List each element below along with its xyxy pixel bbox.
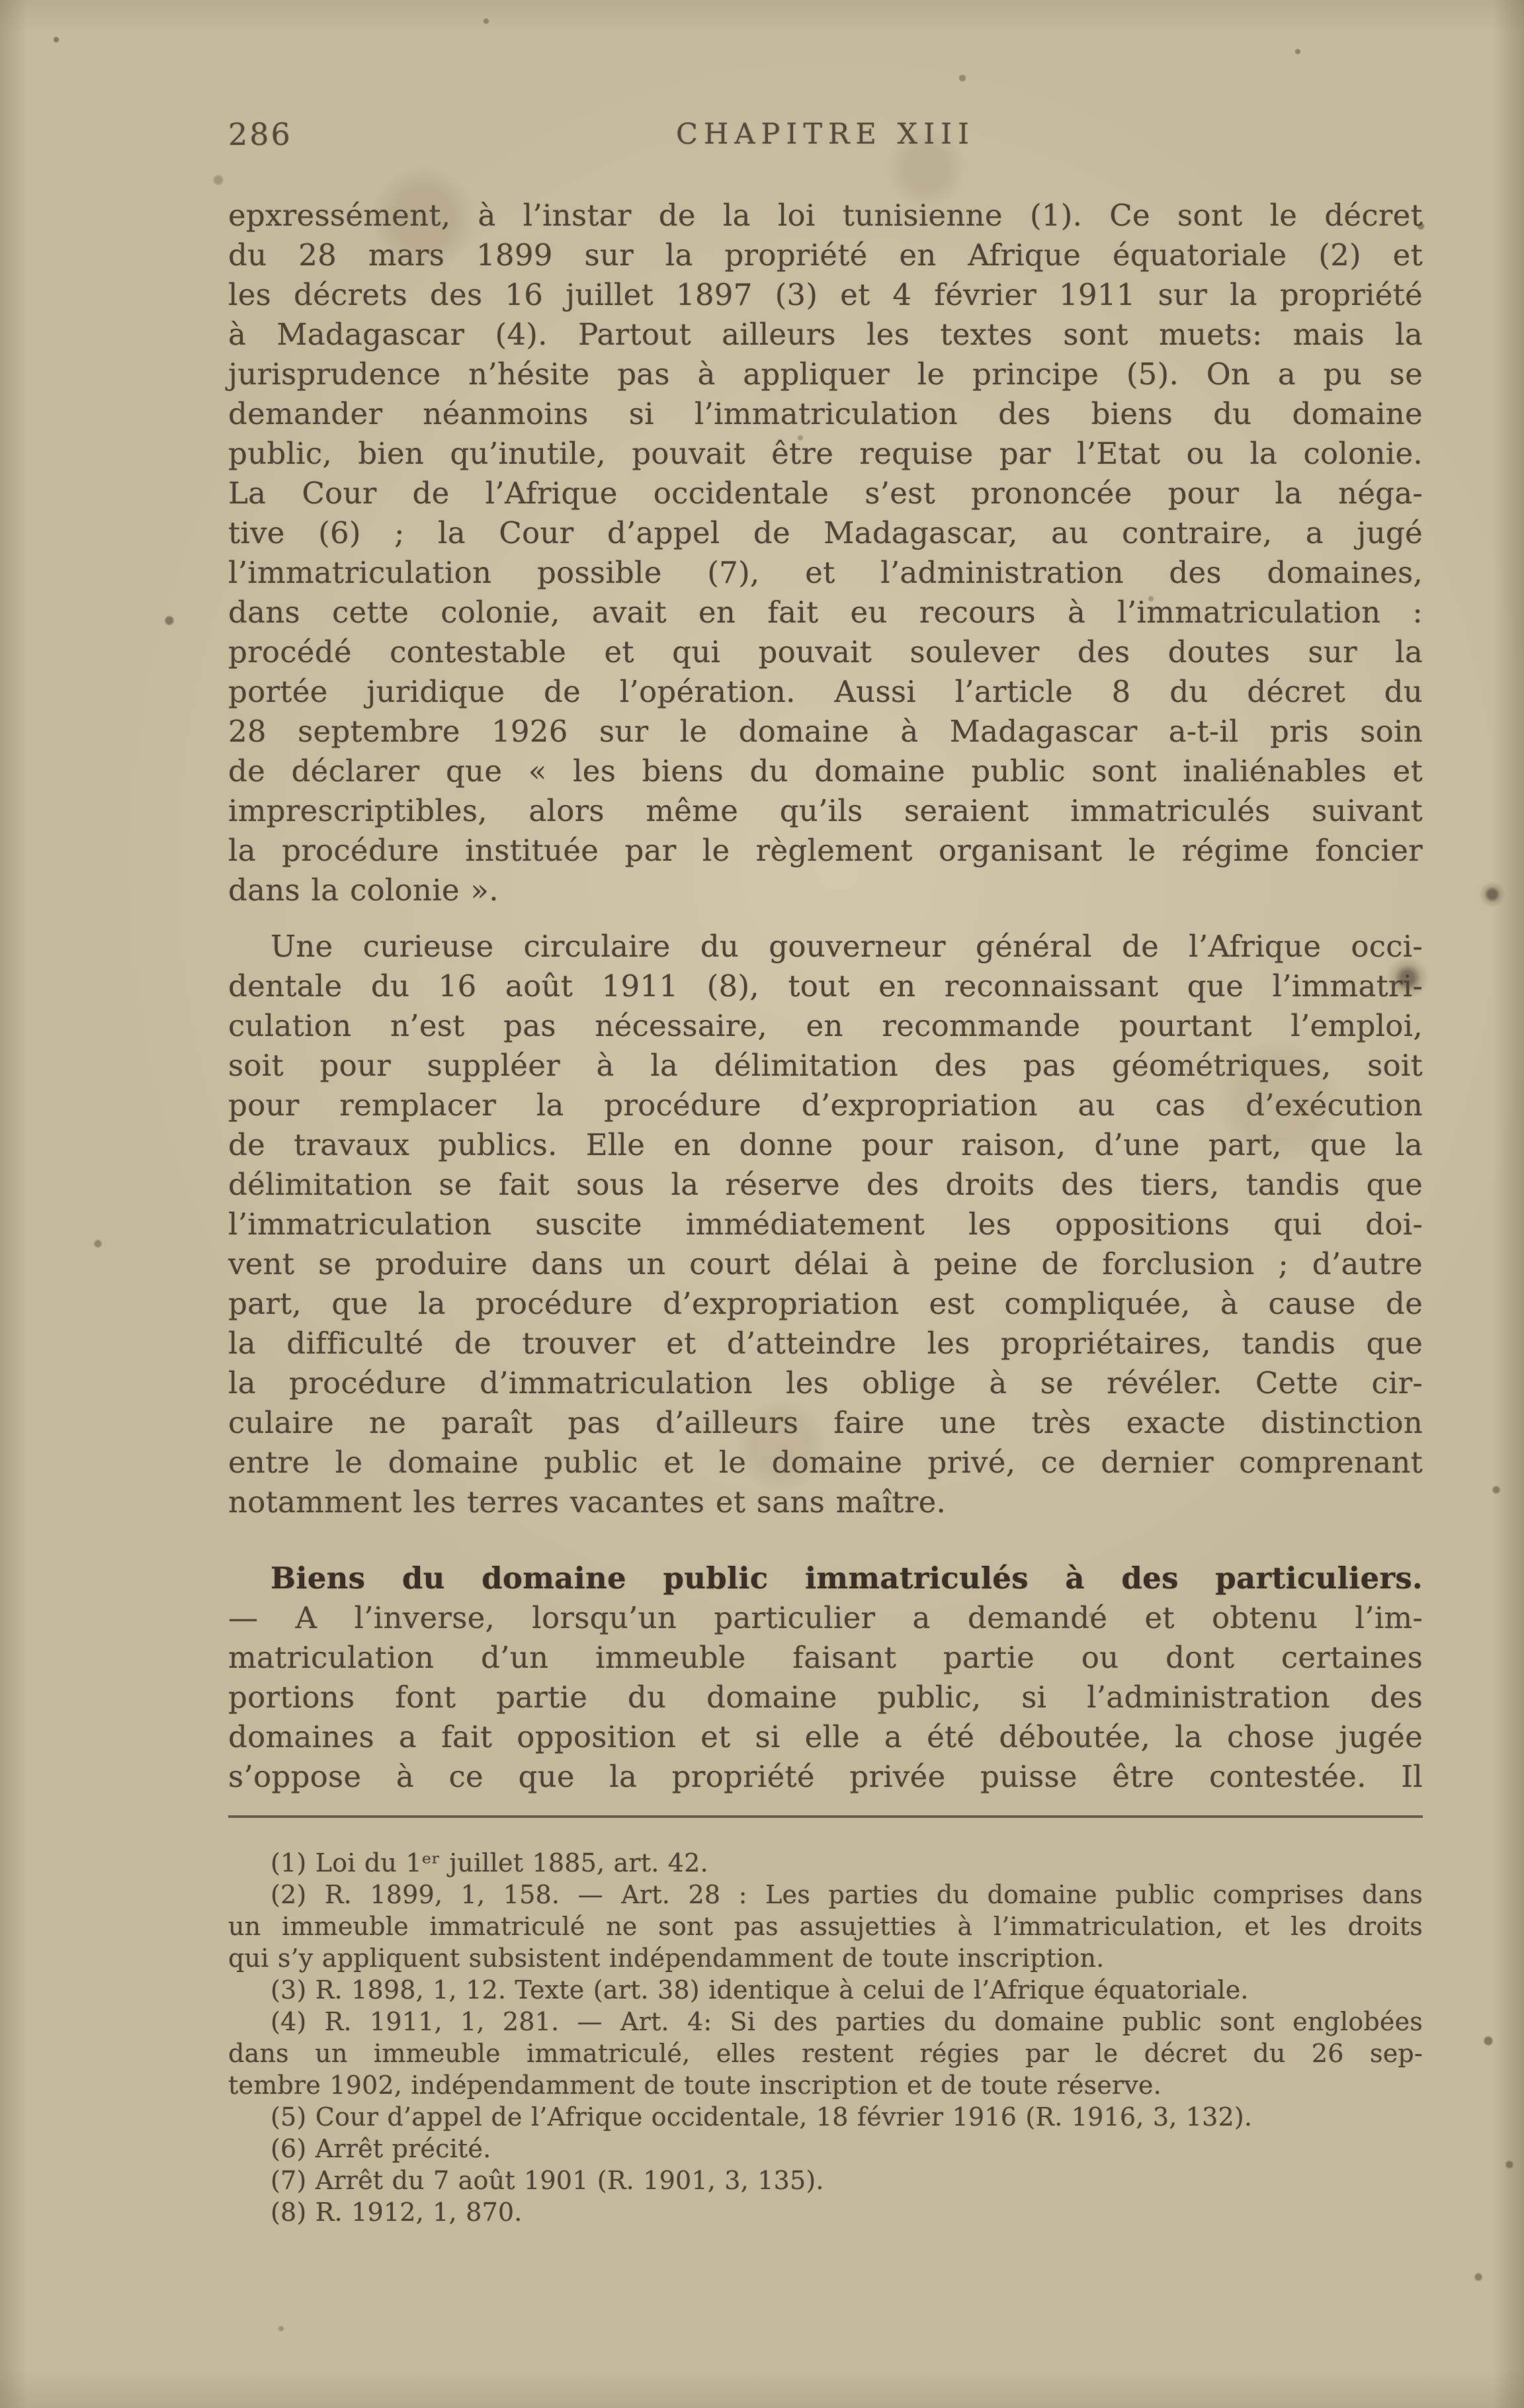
footnote — [228, 2006, 1423, 2101]
body-paragraph — [228, 927, 1423, 1522]
footnote — [228, 1974, 1423, 2006]
text-line: de déclarer que « les biens du domaine public sont inaliénables et — [228, 753, 1423, 789]
text-line: (7) Arrêt du 7 août 1901 (R. 1901, 3, 135). — [271, 2166, 824, 2195]
text-line: la procédure instituée par le règlement organisant le régime foncier — [228, 833, 1423, 868]
text-line: dentale du 16 août 1911 (8), tout en reconnaissant que l’immatri- — [228, 968, 1423, 1004]
running-head — [228, 116, 1423, 156]
text-line: (8) R. 1912, 1, 870. — [271, 2198, 523, 2227]
text-line: (2) R. 1899, 1, 158. — Art. 28 : Les parties du domaine public comprises dans — [271, 1880, 1423, 1909]
footnote — [228, 2165, 1423, 2196]
footnotes — [228, 1847, 1423, 2228]
text-line: (5) Cour d’appel de l’Afrique occidentale, 18 février 1916 (R. 1916, 3, 132). — [271, 2102, 1253, 2131]
footnote — [228, 2133, 1423, 2165]
chapter-header: CHAPITRE XIII — [675, 118, 976, 151]
footnote — [228, 2101, 1423, 2133]
text-line: dans cette colonie, avait en fait eu recours à l’immatriculation : — [228, 595, 1423, 630]
text-line: délimitation se fait sous la réserve des droits des tiers, tandis que — [228, 1167, 1423, 1202]
text-line: du 28 mars 1899 sur la propriété en Afrique équatoriale (2) et — [228, 237, 1423, 273]
text-line: (3) R. 1898, 1, 12. Texte (art. 38) identique à celui de l’Afrique équatoriale. — [271, 1975, 1249, 2004]
text-line: (4) R. 1911, 1, 281. — Art. 4: Si des parties du domaine public sont englobées — [271, 2007, 1423, 2036]
text-line: (1) Loi du 1ᵉʳ juillet 1885, art. 42. — [271, 1848, 708, 1877]
footnote — [228, 1847, 1423, 1879]
footnote — [228, 1879, 1423, 1974]
body-paragraph — [228, 1559, 1423, 1797]
text-line: culaire ne paraît pas d’ailleurs faire une très exacte distinction — [228, 1405, 1423, 1440]
text-line: un immeuble immatriculé ne sont pas assujetties à l’immatriculation, et les droits — [228, 1912, 1423, 1941]
text-line: demander néanmoins si l’immatriculation des biens du domaine — [228, 396, 1423, 431]
text-line: tive (6) ; la Cour d’appel de Madagascar, au contraire, a jugé — [228, 515, 1423, 550]
text-line: dans la colonie ». — [228, 873, 499, 908]
text-line: procédé contestable et qui pouvait soulever des doutes sur la — [228, 634, 1423, 669]
text-line: public, bien qu’inutile, pouvait être requise par l’Etat ou la colonie. — [228, 436, 1423, 471]
text-line: à Madagascar (4). Partout ailleurs les textes sont muets: mais la — [228, 317, 1423, 352]
text-line: de travaux publics. Elle en donne pour raison, d’une part, que la — [228, 1127, 1423, 1162]
text-line: les décrets des 16 juillet 1897 (3) et 4 février 1911 sur la propriété — [228, 277, 1423, 312]
text-line: (6) Arrêt précité. — [271, 2134, 491, 2163]
text-line: notamment les terres vacantes et sans maître. — [228, 1484, 947, 1520]
text-line: — A l’inverse, lorsqu’un particulier a demandé et obtenu l’im- — [228, 1600, 1423, 1635]
text-line: l’immatriculation suscite immédiatement les oppositions qui doi- — [228, 1207, 1423, 1242]
text-line: Biens du domaine public immatriculés à des particuliers. — [271, 1561, 1423, 1596]
text-line: soit pour suppléer à la délimitation des pas géométriques, soit — [228, 1048, 1423, 1083]
body-paragraph — [228, 196, 1423, 910]
text-line: dans un immeuble immatriculé, elles restent régies par le décret du 26 sep- — [228, 2039, 1423, 2068]
text-line: tembre 1902, indépendamment de toute inscription et de toute réserve. — [228, 2071, 1162, 2100]
text-line: l’immatriculation possible (7), et l’administration des domaines, — [228, 555, 1423, 590]
text-line: 28 septembre 1926 sur le domaine à Madagascar a-t-il pris soin — [228, 714, 1423, 749]
text-line: portée juridique de l’opération. Aussi l’article 8 du décret du — [228, 674, 1423, 709]
page-number: 286 — [228, 116, 292, 152]
text-line: La Cour de l’Afrique occidentale s’est prononcée pour la néga- — [228, 476, 1423, 511]
text-line: qui s’y appliquent subsistent indépendamment de toute inscription. — [228, 1944, 1105, 1973]
text-line: matriculation d’un immeuble faisant partie ou dont certaines — [228, 1640, 1423, 1675]
footnote — [228, 2196, 1423, 2228]
text-line: culation n’est pas nécessaire, en recommande pourtant l’emploi, — [228, 1008, 1423, 1043]
text-line: Une curieuse circulaire du gouverneur général de l’Afrique occi- — [271, 929, 1423, 964]
text-line: la difficulté de trouver et d’atteindre les propriétaires, tandis que — [228, 1326, 1423, 1361]
text-line: part, que la procédure d’expropriation est compliquée, à cause de — [228, 1286, 1423, 1321]
text-line: epxressément, à l’instar de la loi tunisienne (1). Ce sont le décret — [228, 198, 1423, 233]
text-line: s’oppose à ce que la propriété privée puisse être contestée. Il — [228, 1759, 1423, 1794]
body-text — [228, 196, 1423, 1797]
footnote-rule — [228, 1815, 1423, 1818]
text-line: pour remplacer la procédure d’expropriation au cas d’exécution — [228, 1088, 1423, 1123]
text-line: imprescriptibles, alors même qu’ils seraient immatriculés suivant — [228, 793, 1423, 828]
text-line: domaines a fait opposition et si elle a été déboutée, la chose jugée — [228, 1719, 1423, 1754]
text-line: la procédure d’immatriculation les oblige à se révéler. Cette cir- — [228, 1365, 1423, 1400]
text-line: vent se produire dans un court délai à peine de forclusion ; d’autre — [228, 1246, 1423, 1281]
text-line: entre le domaine public et le domaine privé, ce dernier comprenant — [228, 1445, 1423, 1480]
text-line: portions font partie du domaine public, si l’administration des — [228, 1680, 1423, 1715]
text-line: jurisprudence n’hésite pas à appliquer le principe (5). On a pu se — [228, 357, 1423, 392]
